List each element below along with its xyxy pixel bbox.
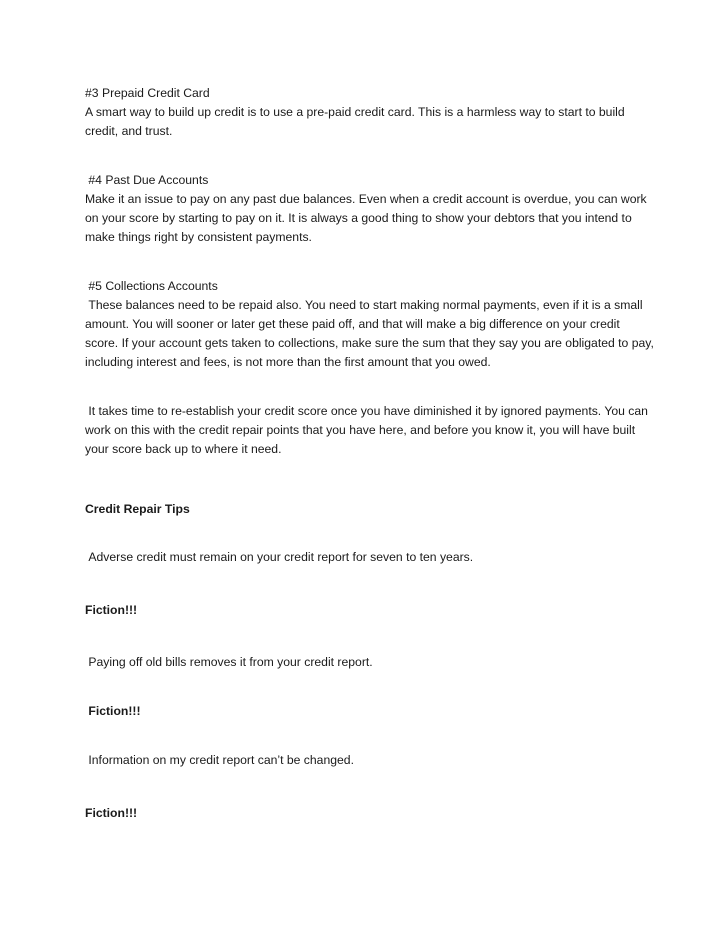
spacer xyxy=(85,721,655,751)
spacer xyxy=(85,620,655,653)
spacer xyxy=(85,247,655,277)
spacer xyxy=(85,519,655,548)
section-prepaid-credit-card xyxy=(85,84,655,141)
section-body: Make it an issue to pay on any past due balances. Even when a credit account is overdue, you can work on your score by starting to pay on it. It is always a good thing to show your debtors that you intend to make things right by consistent payments. xyxy=(85,192,651,244)
section-collections-accounts xyxy=(85,277,658,372)
tips-heading: Credit Repair Tips xyxy=(85,502,190,516)
spacer xyxy=(85,372,655,402)
spacer xyxy=(85,567,655,601)
section-heading: #5 Collections Accounts xyxy=(85,279,218,293)
tip-statement: Information on my credit report can’t be changed. xyxy=(85,753,354,767)
tip-verdict: Fiction!!! xyxy=(85,704,141,718)
tip-statement: Adverse credit must remain on your credit report for seven to ten years. xyxy=(85,550,474,564)
tip-verdict: Fiction!!! xyxy=(85,806,138,820)
spacer xyxy=(85,141,655,171)
closing-paragraph: It takes time to re-establish your credit score once you have diminished it by ignored payments. You can work on this with the credit repair points that you have here, and before you know it, you will have built your score back up to where it need. xyxy=(85,404,652,456)
spacer xyxy=(85,770,655,804)
spacer xyxy=(85,459,655,500)
tip-verdict: Fiction!!! xyxy=(85,603,138,617)
tip-statement: Paying off old bills removes it from your credit report. xyxy=(85,655,373,669)
section-body: These balances need to be repaid also. You need to start making normal payments, even if it is a small amount. You will sooner or later get these paid off, and that will make a big difference on your credit score. If your account gets taken to collections, make sure the sum that they say you are obligated to pay, including interest and fees, is not more than the first amount that you owed. xyxy=(85,298,658,369)
section-heading: #4 Past Due Accounts xyxy=(85,173,209,187)
document-content xyxy=(85,84,658,823)
section-heading: #3 Prepaid Credit Card xyxy=(85,86,210,100)
section-past-due-accounts xyxy=(85,171,655,247)
spacer xyxy=(85,672,655,702)
section-body: A smart way to build up credit is to use a pre-paid credit card. This is a harmless way to start to build credit, and trust. xyxy=(85,105,629,138)
